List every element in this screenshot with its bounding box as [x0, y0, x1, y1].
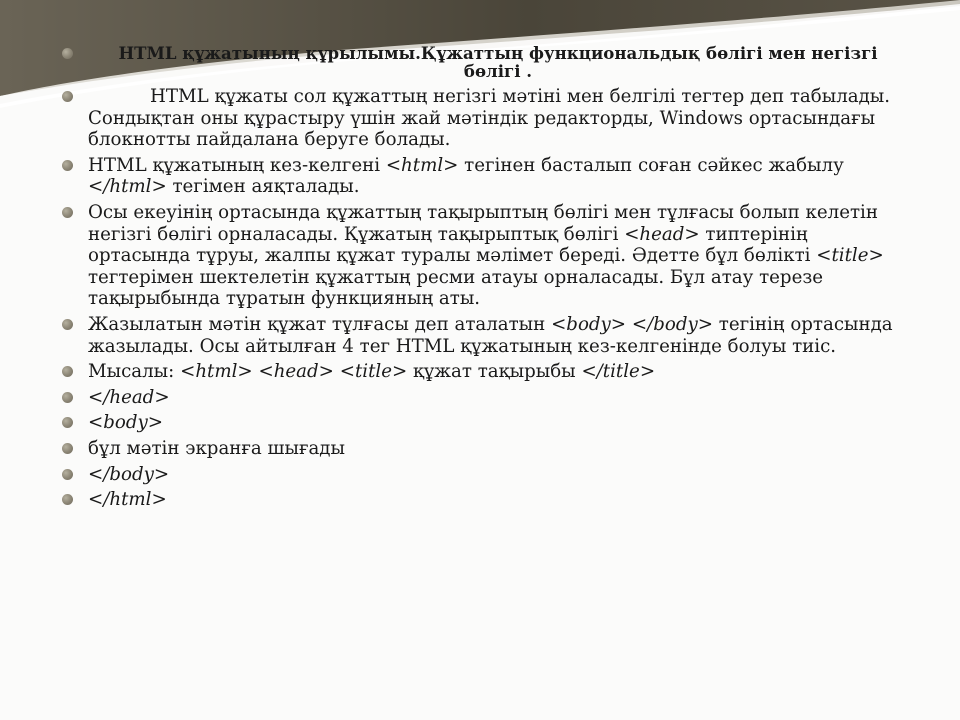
text: тегінің ортасында жазылады. Осы айтылған 4 тег HTML құжатының кез-келгенінде болуы тиіс.: [88, 313, 893, 357]
paragraph-text: HTML құжаты сол құжаттың негізгі мәтіні мен белгілі тегтер деп табылады. Сондықтан оны құрастыру үшін жай мәтіндік редакторды, Windows ортасындағы блокнотты пайдалана беруге болады.: [88, 86, 891, 151]
text: тегтерімен шектелетін құжаттың ресми атауы орналасады. Бұл атау терезе тақырыбында тұратын функцияның аты.: [88, 266, 824, 310]
text: құжат тақырыбы: [407, 361, 582, 383]
tag-text: <head>: [624, 223, 700, 245]
bullet-icon: [62, 160, 73, 171]
list-item: [62, 412, 908, 434]
tag-text: </head>: [88, 386, 170, 408]
bullet-icon: [62, 443, 73, 454]
tag-text: <html>: [385, 154, 459, 176]
list-item: [62, 387, 908, 409]
text: тегінен басталып соған сәйкес жабылу: [458, 154, 844, 176]
list-item: [62, 86, 908, 151]
list-item: [62, 202, 908, 310]
bullet-icon: [62, 469, 73, 480]
text: бұл мәтін экранға шығады: [88, 437, 345, 459]
bullet-icon: [62, 319, 73, 330]
text: тегімен аяқталады.: [166, 176, 360, 198]
heading-text: HTML құжатының құрылымы.Құжаттың функциональдық бөлігі мен негізгі бөлігі .: [118, 43, 878, 81]
text: типтерінің ортасында тұруы, жалпы құжат туралы мәлімет береді. Әдетте бұл бөлікті: [88, 223, 817, 267]
list-item: [62, 489, 908, 511]
list-item: [62, 438, 908, 460]
tag-text: </body>: [631, 313, 713, 335]
list-item: [62, 361, 908, 383]
tag-text: </body>: [88, 463, 170, 485]
list-item: [62, 314, 908, 357]
bullet-icon: [62, 494, 73, 505]
tag-text: <html>: [180, 361, 253, 383]
tag-text: <title>: [339, 361, 408, 383]
bullet-icon: [62, 392, 73, 403]
text: Жазылатын мәтін құжат тұлғасы деп аталатын: [88, 313, 552, 335]
tag-text: </title>: [581, 361, 656, 383]
tag-text: <body>: [551, 313, 627, 335]
bullet-icon: [62, 48, 73, 59]
list-item: [62, 155, 908, 198]
bullet-icon: [62, 91, 73, 102]
tag-text: <title>: [816, 245, 884, 267]
text: HTML құжатының кез-келгені: [88, 154, 386, 176]
text: Осы екеуінің ортасында құжаттың тақырыптың бөлігі мен тұлғасы болып келетін негізгі бөлігі орналасады. Құжатың тақырыптық бөлігі: [88, 201, 878, 245]
bullet-icon: [62, 366, 73, 377]
text: Мысалы:: [88, 361, 181, 383]
bullet-icon: [62, 207, 73, 218]
list-item-heading: [62, 44, 908, 80]
tag-text: </html>: [88, 489, 167, 511]
bullet-list: [62, 44, 908, 515]
tag-text: <body>: [88, 412, 163, 434]
tag-text: <head>: [258, 361, 334, 383]
list-item: [62, 464, 908, 486]
tag-text: </html>: [88, 176, 167, 198]
bullet-icon: [62, 417, 73, 428]
